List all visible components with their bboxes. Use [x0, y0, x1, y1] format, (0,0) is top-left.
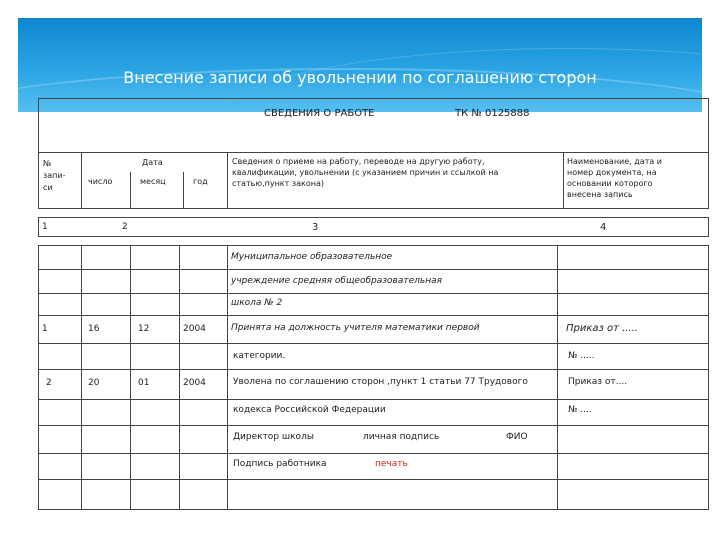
org-line-2: учреждение средняя общеобразовательная — [231, 276, 443, 286]
header-year: год — [193, 177, 208, 186]
entry1-order-line2: № ..... — [568, 351, 595, 361]
org-line-1: Муниципальное образовательное — [231, 252, 393, 262]
table-column-line — [557, 245, 558, 510]
header-basis: Наименование, дата и номер документа, на основании которого внесена запись — [567, 157, 662, 199]
header-date: Дата — [142, 158, 163, 167]
table-row-line — [38, 453, 709, 454]
entry1-text-line2: категории. — [233, 351, 286, 361]
tk-number: ТК № 0125888 — [455, 108, 530, 119]
slide-title: Внесение записи об увольнении по соглашению сторон — [123, 68, 597, 87]
header-record-no: № запи- си — [43, 159, 66, 192]
table-row-line — [38, 343, 709, 344]
table-row-line — [38, 399, 709, 400]
table-row-line — [38, 269, 709, 270]
entry2-day: 20 — [88, 378, 100, 388]
table-column-line — [81, 245, 82, 510]
column-numbers-row — [38, 217, 709, 237]
fio-label: ФИО — [506, 432, 528, 442]
director-label: Директор школы — [233, 432, 314, 442]
stamp-label: печать — [375, 459, 408, 469]
entry2-text-line1: Уволена по соглашению сторон ,пункт 1 статьи 77 Трудового — [233, 377, 528, 387]
entry2-order-line2: № .... — [568, 405, 592, 415]
section-header-box — [38, 98, 709, 153]
header-info: Сведения о приеме на работу, переводе на другую работу, квалификации, увольнении (с указанием причин и ссылкой на статью,пункт закона) — [232, 157, 499, 188]
table-column-line — [227, 245, 228, 510]
table-column-line — [179, 245, 180, 510]
section-title: СВЕДЕНИЯ О РАБОТЕ — [264, 108, 375, 119]
entry1-order-line1: Приказ от ..... — [566, 323, 639, 334]
header-divider — [563, 152, 564, 209]
employee-signature-label: Подпись работника — [233, 459, 327, 469]
table-column-line — [130, 245, 131, 510]
header-divider — [81, 152, 82, 209]
entry1-day: 16 — [88, 324, 100, 334]
entry2-year: 2004 — [183, 378, 206, 388]
col-number-3: 3 — [312, 222, 319, 233]
entry2-no: 2 — [46, 378, 52, 388]
entry1-month: 12 — [138, 324, 150, 334]
header-divider — [130, 172, 131, 209]
col-number-2: 2 — [122, 222, 128, 232]
personal-signature-label: личная подпись — [363, 432, 440, 442]
entry2-month: 01 — [138, 378, 150, 388]
table-row-line — [38, 479, 709, 480]
table-row-line — [38, 425, 709, 426]
entry1-text-line1: Принята на должность учителя математики первой — [231, 323, 480, 333]
header-day: число — [88, 177, 113, 186]
table-row-line — [38, 293, 709, 294]
work-record-sheet — [18, 108, 702, 532]
header-divider — [183, 172, 184, 209]
header-month: месяц — [140, 177, 166, 186]
col-number-4: 4 — [600, 222, 607, 233]
entry2-text-line2: кодекса Российской Федерации — [233, 405, 386, 415]
org-line-3: школа № 2 — [231, 298, 283, 308]
table-row-line — [38, 369, 709, 370]
col-number-1: 1 — [42, 222, 48, 232]
entry1-year: 2004 — [183, 324, 206, 334]
table-row-line — [38, 315, 709, 316]
entry1-no: 1 — [42, 324, 48, 334]
header-divider — [227, 152, 228, 209]
entry2-order-line1: Приказ от.... — [568, 377, 628, 387]
